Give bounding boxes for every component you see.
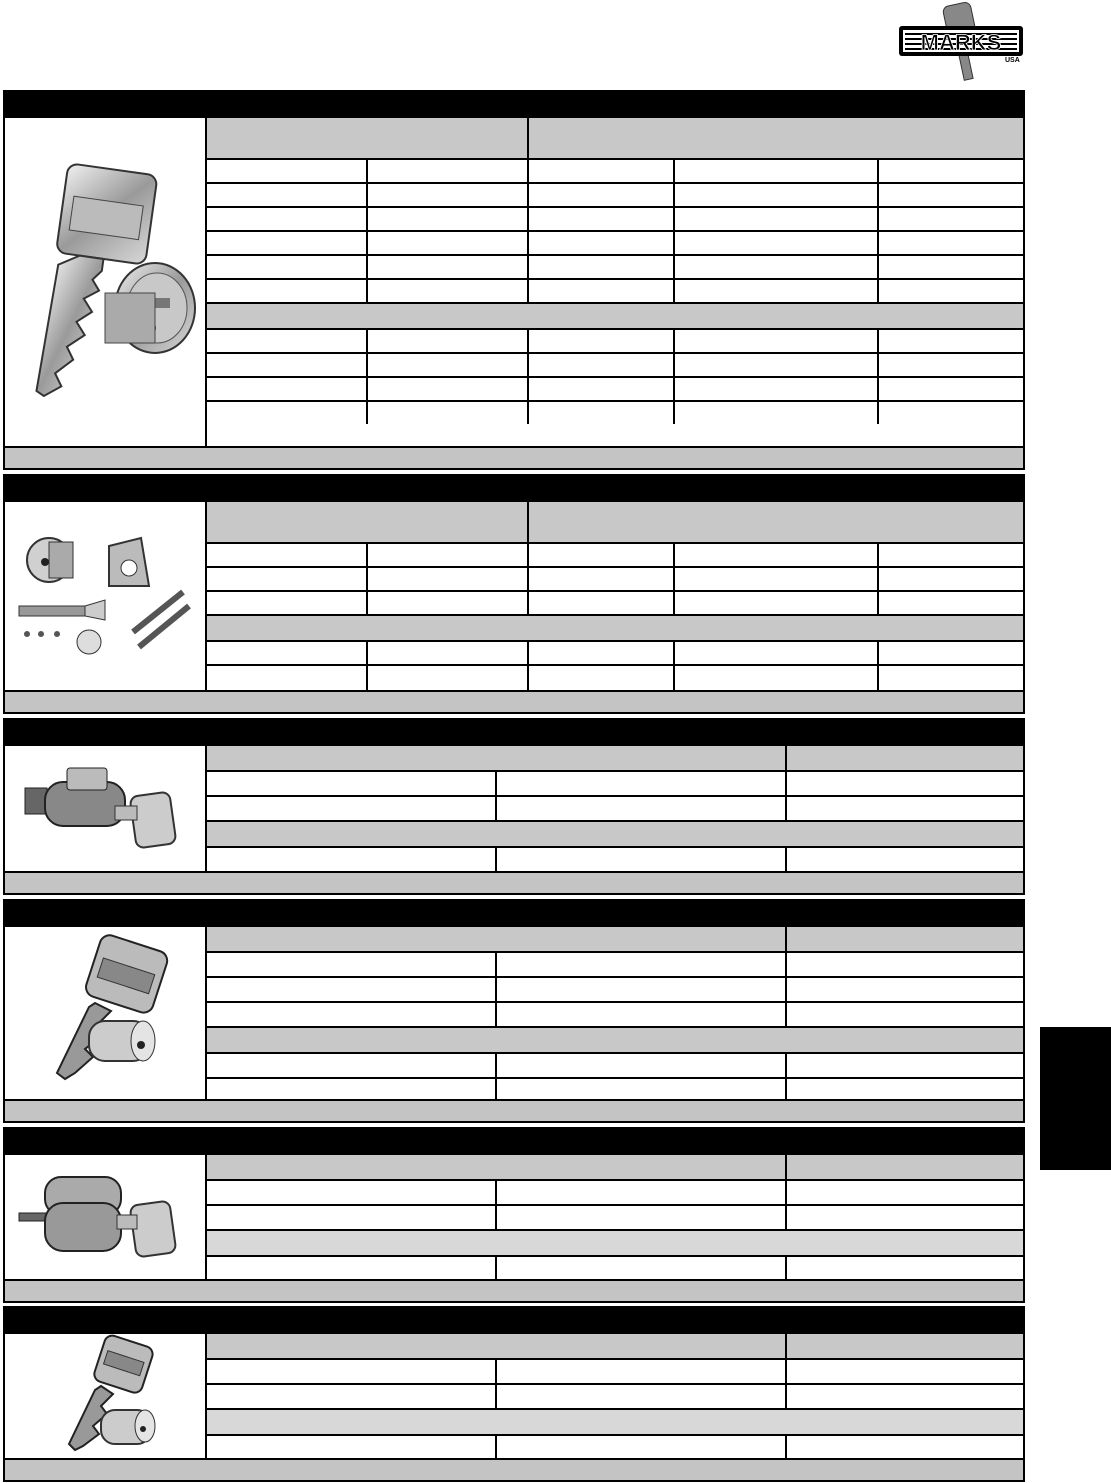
section-header-bar — [5, 901, 1023, 927]
section-header-bar — [5, 92, 1023, 118]
section-side-tab — [1040, 1027, 1111, 1170]
product-section-1 — [3, 90, 1025, 470]
cylinder-kit-parts-icon — [5, 502, 205, 692]
logo-wordmark: MARKS — [920, 30, 1002, 55]
product-photo — [5, 1155, 207, 1281]
mortise-cylinder-with-key-icon — [5, 118, 205, 448]
product-section-3 — [3, 718, 1025, 895]
spec-table — [207, 1155, 1023, 1281]
marks-usa-logo — [893, 0, 1031, 86]
product-photo — [5, 502, 207, 692]
knob-cylinder-with-key-icon — [5, 746, 205, 873]
spec-table — [207, 502, 1023, 692]
product-section-2 — [3, 474, 1025, 714]
product-section-5 — [3, 1127, 1025, 1303]
interchangeable-core-with-key-icon — [5, 1155, 205, 1281]
spec-table — [207, 118, 1023, 448]
section-header-bar — [5, 1308, 1023, 1334]
spec-table — [207, 746, 1023, 873]
logo-subtext: USA — [1005, 57, 1020, 64]
section-footer-bar — [5, 1099, 1023, 1121]
small-format-core-with-key-icon — [5, 1334, 205, 1460]
product-photo — [5, 746, 207, 873]
product-photo — [5, 1334, 207, 1460]
product-photo — [5, 927, 207, 1101]
section-footer-bar — [5, 871, 1023, 893]
spec-table — [207, 1334, 1023, 1460]
product-photo — [5, 118, 207, 448]
key-in-knob-cylinder-icon — [5, 927, 205, 1101]
spec-table — [207, 927, 1023, 1101]
section-footer-bar — [5, 1279, 1023, 1301]
product-section-4 — [3, 899, 1025, 1123]
section-header-bar — [5, 1129, 1023, 1155]
section-footer-bar — [5, 1458, 1023, 1480]
section-footer-bar — [5, 690, 1023, 712]
section-header-bar — [5, 720, 1023, 746]
section-header-bar — [5, 476, 1023, 502]
section-footer-bar — [5, 446, 1023, 468]
product-section-6 — [3, 1306, 1025, 1482]
